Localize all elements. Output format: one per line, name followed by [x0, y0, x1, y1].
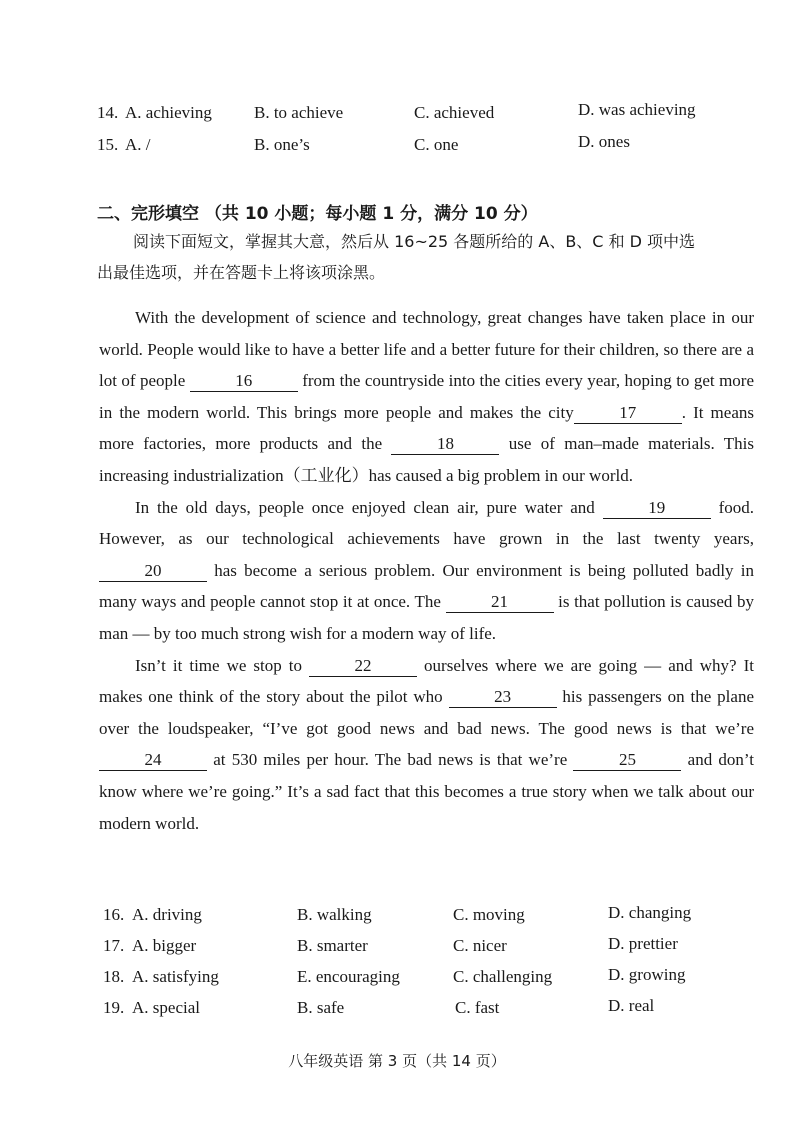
blank-25: 25	[573, 750, 681, 771]
blank-24: 24	[99, 750, 207, 771]
blank-23: 23	[449, 687, 557, 708]
option-c: C. moving	[453, 905, 525, 924]
passage-text: from the countryside into the cities every year, hoping to get more in the modern world. This brings more people and makes the city	[99, 371, 754, 422]
passage-paragraph-3	[99, 650, 754, 840]
option-d: D. ones	[578, 132, 630, 151]
blank-21: 21	[446, 592, 554, 613]
option-c: C. challenging	[453, 967, 553, 986]
option-a: A. bigger	[132, 936, 197, 955]
option-b: B. one’s	[254, 135, 310, 154]
passage-text: . It means more factories, more products and the	[99, 402, 754, 454]
instruction-line: 阅读下面短文，掌握其大意，然后从 16~25 各题所给的 A、B、C 和 D 项中选	[133, 232, 696, 251]
option-c: C. achieved	[414, 103, 495, 122]
option-a: 14.	[97, 103, 119, 122]
question-number: 18.	[103, 967, 125, 986]
option-d: D. changing	[608, 903, 692, 922]
option-d: D. prettier	[608, 934, 678, 953]
page-footer: 八年级英语 第 3 页（共 14 页）	[288, 1052, 506, 1070]
passage-text: use of man–made materials. This increasing industrialization（工业化）has caused a big problem in our world.	[99, 434, 754, 485]
blank-18: 18	[391, 434, 499, 455]
section-instructions	[97, 226, 757, 288]
option-a: A. /	[125, 135, 151, 154]
option-b: B. smarter	[297, 936, 368, 955]
passage-text: ourselves where we are going — and why? It makes one think of the story about the pilot who	[99, 655, 754, 707]
option-a: A. satisfying	[132, 967, 219, 986]
option-a: A. driving	[132, 905, 202, 924]
question-number: 19.	[103, 998, 125, 1017]
blank-16: 16	[190, 371, 298, 392]
option-d: D. was achieving	[578, 100, 696, 119]
passage-text: is that pollution is caused by man — by too much strong wish for a modern way of life.	[99, 592, 754, 643]
passage-text: Isn’t it time we stop to	[135, 655, 310, 675]
cloze-passage	[99, 302, 754, 839]
passage-text: and don’t know where we’re going.” It’s a sad fact that this becomes a true story when we talk about our modern world.	[99, 750, 754, 833]
question-15-options	[97, 132, 737, 159]
option-b: B. safe	[297, 998, 345, 1017]
option-b: B. to achieve	[254, 103, 344, 122]
passage-paragraph-2	[99, 492, 754, 650]
instruction-line: 出最佳选项，并在答题卡上将该项涂黑。	[97, 263, 386, 282]
option-d: D. real	[608, 996, 655, 1015]
blank-19: 19	[603, 498, 711, 519]
question-number: 16.	[103, 905, 125, 924]
option-d: D. growing	[608, 965, 686, 984]
passage-text: at 530 miles per hour. The bad news is that we’re	[207, 750, 574, 770]
question-14-options	[97, 100, 737, 127]
question-17-options	[97, 936, 737, 960]
option-a: A. special	[132, 998, 200, 1017]
passage-text: food. However, as our technological achievements have grown in the last twenty years,	[99, 497, 754, 549]
passage-text: his passengers on the plane over the loudspeaker, “I’ve got good news and bad news. The good news is that we’re	[99, 687, 754, 738]
passage-text: With the development of science and technology, great changes have taken place in our world. People would like to have a better life and a better future for their children, so there are a lot of people	[99, 308, 754, 391]
option-c: C. nicer	[453, 936, 507, 955]
option-a: A. achieving	[125, 103, 212, 122]
passage-text: In the old days, people once enjoyed clean air, pure water and	[135, 497, 603, 517]
blank-20: 20	[99, 561, 207, 582]
passage-text: has become a serious problem. Our environment is being polluted badly in many ways and people cannot stop it at once. The	[99, 560, 754, 612]
option-b: B. walking	[297, 905, 372, 924]
question-number: 17.	[103, 936, 125, 955]
option-c: C. fast	[455, 998, 500, 1017]
passage-paragraph-1	[99, 302, 754, 492]
blank-22: 22	[309, 656, 417, 677]
blank-17: 17	[574, 403, 682, 424]
option-b: E. encouraging	[297, 967, 400, 986]
section-heading: 二、完形填空 （共 10 小题；每小题 1 分，满分 10 分）	[97, 204, 538, 224]
option-c: C. one	[414, 135, 459, 154]
question-16-options	[97, 905, 737, 929]
question-19-options	[97, 998, 737, 1022]
question-18-options	[97, 967, 737, 991]
question-number: 15.	[97, 135, 119, 154]
